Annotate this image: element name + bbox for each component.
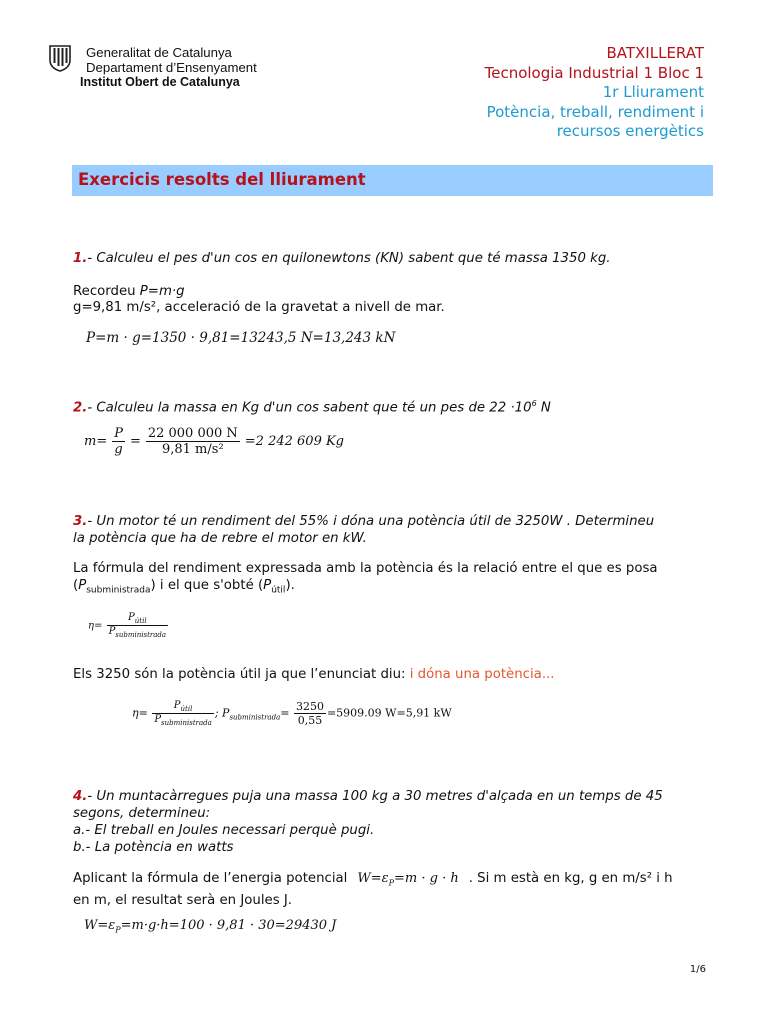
ex3-f2-frac-den: 0,55 [297, 714, 323, 727]
header-organization [80, 45, 257, 90]
exercise-1-recall [73, 283, 185, 300]
course-subject: Tecnologia Industrial 1 Bloc 1 [484, 63, 704, 82]
ex4-apply-formula-sub: P [388, 878, 394, 888]
ex3-eta-num: P [128, 612, 135, 623]
ex4-formula-sub: P [115, 925, 121, 935]
ex3-explain-line1: La fórmula del rendiment expressada amb la potència és la relació entre el que es posa [73, 561, 658, 576]
exercise-2-unit: N [536, 400, 551, 416]
ex2-result: =2 242 609 Kg [244, 434, 345, 449]
exercise-3-number: 3. [73, 514, 88, 529]
exercise-4-text-line1: - Un muntacàrregues puja una massa 100 kg a 30 metres d'alçada en un temps de 45 [87, 789, 663, 804]
ex2-lhs: m= [84, 434, 108, 449]
ex3-f2-result: =5909.09 W=5,91 kW [326, 706, 452, 720]
ex4-apply-prefix: Aplicant la fórmula de l’energia potencial [73, 871, 348, 886]
ex3-f2-den: P [154, 714, 162, 725]
ex3-explain-line2 [73, 577, 713, 600]
exercise-4-text-line2: segons, determineu: [73, 806, 211, 821]
ex3-f2-num: P [173, 700, 181, 711]
exercise-1-number: 1. [73, 251, 88, 266]
ex3-explain-end: ). [285, 578, 295, 593]
exercise-4-question [73, 788, 713, 856]
recall-formula: P=m·g [139, 284, 185, 299]
course-delivery: 1r Lliurament [602, 83, 704, 101]
org-department: Departament d’Ensenyament [86, 60, 257, 75]
ex3-f2-frac-num: 3250 [295, 700, 324, 713]
course-topic-line2: recursos energètics [556, 122, 704, 140]
ex3-f2-mid: ; P [214, 706, 230, 720]
ex2-frac2-den: 9,81 m/s² [161, 442, 224, 457]
ex4-apply-formula-rest: =m · g · h [394, 871, 459, 886]
generalitat-logo-icon [48, 44, 72, 72]
section-title: Exercicis resolts del lliurament [78, 170, 366, 189]
ex3-P1: P [78, 578, 87, 593]
exercise-1-gravity-note: g=9,81 m/s², acceleració de la gravetat a nivell de mar. [73, 300, 445, 315]
exercise-3-solution-formula [132, 700, 452, 727]
ex2-eq: = [129, 434, 141, 449]
exercise-2-exponent: 6 [531, 399, 537, 408]
exercise-3-efficiency-formula [88, 612, 169, 639]
institute-name: Institut Obert de Catalunya [80, 75, 240, 89]
ex3-eta-den: P [108, 626, 116, 637]
exercise-2-formula [84, 426, 344, 457]
ex4-apply-formula: W=ε [357, 871, 389, 886]
exercise-1-question [73, 250, 611, 267]
ex4-apply-suffix: . Si m està en kg, g en m/s² i h [468, 871, 673, 886]
ex2-frac1-num: P [114, 426, 123, 441]
exercise-4-part-a: a.- El treball en Joules necessari perquè pugi. [73, 823, 375, 838]
exercise-4-part-b: b.- La potència en watts [73, 840, 234, 855]
ex3-eta-num-sub: útil [134, 617, 147, 625]
ex3-explain-mid: ) i el que s'obté ( [150, 578, 264, 593]
ex3-eta-den-sub: subministrada [115, 631, 167, 639]
org-name: Generalitat de Catalunya [86, 45, 232, 60]
ex3-P2-sub: útil [271, 585, 286, 596]
exercise-3-explanation [73, 560, 713, 600]
ex2-frac1-den: g [114, 442, 123, 457]
ex3-P2: P [263, 578, 272, 593]
exercise-3-question [73, 513, 713, 547]
exercise-2-number: 2. [73, 400, 88, 416]
section-title-banner [72, 165, 713, 196]
ex4-formula-lhs: W=ε [84, 918, 116, 933]
ex3-paren-open: ( [73, 578, 79, 593]
exercise-3-text-line2: la potència que ha de rebre el motor en kW. [73, 531, 367, 546]
recall-label: Recordeu [73, 284, 140, 299]
ex3-f2-mid-sub: subministrada [229, 713, 281, 722]
exercise-2-question [73, 395, 551, 416]
ex3-f2-num-sub: útil [180, 705, 193, 713]
ex3-f2-den-sub: subministrada [161, 719, 212, 727]
ex3-f2-lhs: η= [132, 706, 148, 720]
ex3-f2-eq: = [280, 706, 290, 720]
header-course-info [485, 44, 704, 142]
ex3-note-text: Els 3250 són la potència útil ja que l’enunciat diu: [73, 667, 410, 682]
exercise-1-formula: P=m · g=1350 · 9,81=13243,5 N=13,243 kN [86, 330, 396, 346]
ex2-frac2-num: 22 000 000 N [147, 426, 238, 441]
ex4-apply-line2: en m, el resultat serà en Joules J. [73, 892, 292, 908]
course-topic-line1: Potència, treball, rendiment i [486, 102, 704, 121]
exercise-3-note [73, 666, 555, 683]
course-level: BATXILLERAT [606, 44, 704, 62]
exercise-2-text: - Calculeu la massa en Kg d'un cos sabent que té un pes de 22 ·10 [87, 400, 532, 416]
exercise-4-formula [84, 918, 336, 935]
exercise-4-explanation [73, 870, 713, 909]
exercise-4-number: 4. [73, 789, 88, 804]
ex3-eta-lhs: η= [88, 620, 103, 632]
ex3-note-quote: i dóna una potència... [409, 667, 555, 682]
ex4-formula-rest: =m·g·h=100 · 9,81 · 30=29430 J [120, 918, 337, 933]
exercise-3-text-line1: - Un motor té un rendiment del 55% i dóna una potència útil de 3250W . Determineu [87, 514, 655, 529]
page-number: 1/6 [689, 964, 706, 975]
exercise-1-text: - Calculeu el pes d'un cos en quilonewtons (KN) sabent que té massa 1350 kg. [87, 251, 611, 266]
ex3-P1-sub: subministrada [86, 585, 151, 596]
